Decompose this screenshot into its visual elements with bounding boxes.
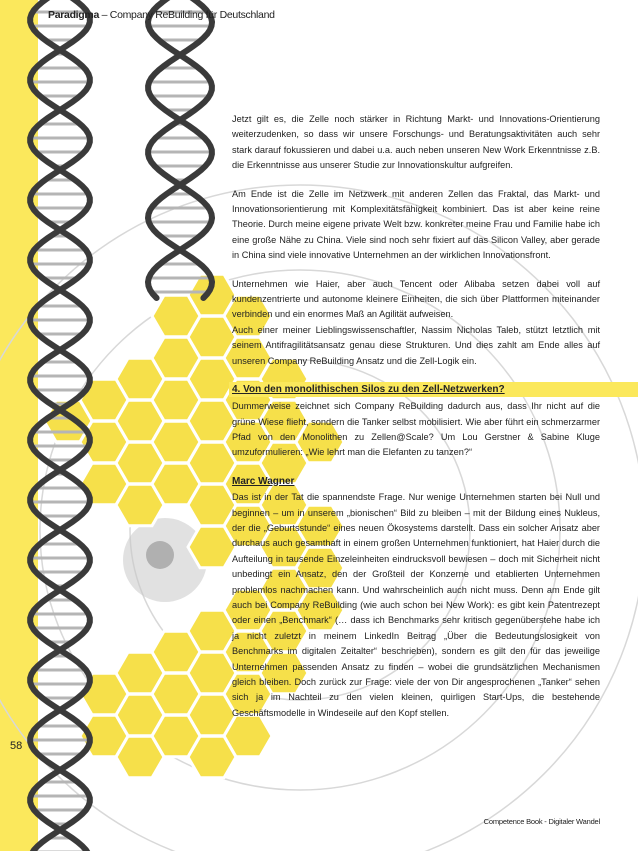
honeycomb-cell xyxy=(152,295,200,337)
section-heading-text: 4. Von den monolithischen Silos zu den Zell-Netzwerken? xyxy=(232,384,505,396)
dna-strand xyxy=(148,0,212,298)
honeycomb-cell xyxy=(188,526,236,568)
paragraph: Auch einer meiner Lieblingswissenschaftler, Nassim Nicholas Taleb, stützt letztlich mit seinem Antifragilitätsansatz genau diese Strukturen. Und dies zahlt am Ende alles auf unseren Company ReBuilding Ansatz und die Zell-Logik ein. xyxy=(232,324,600,366)
interview-question: Dummerweise zeichnet sich Company ReBuilding dadurch aus, dass Ihr nicht auf die grüne Wiese flieht, sondern die Tanker selbst mobilisiert. Wie aber führt ein schmerzarmer Pfad von den Monolithen zu Zellen@Scale? Um Lou Gerstner & Sabine Kluge umzuformulieren: „Wie lehrt man die Elefanten zu tanzen?“ xyxy=(232,401,600,458)
page-footer: Competence Book - Digitaler Wandel xyxy=(483,817,600,826)
interviewee-name: Marc Wagner xyxy=(232,475,295,487)
interview-answer: Das ist in der Tat die spannendste Frage. Nur wenige Unternehmen starten bei Null und beginnen – um in unserem „bionischen“ Bild zu bleiben – mit der Bildung eines Nukleus, der die „Geburtsstunde“ eines neuen Ökosystems darstellt. Dass ein solcher Ansatz aber durchaus auch gesamthaft in einem großen Unternehmen funktioniert, hat Haier durch die Aufteilung in tausende Einzeleinheiten eindrucksvoll bewiesen – doch mit Sicherheit nicht unbedingt ein Ansatz, den der Großteil der Konzerne und etablierten Unternehmen problemlos nachmachen kann. Und wahrscheinlich auch nicht muss. Denn am Ende gilt auch bei Company ReBuilding (wie auch schon bei New Work): es gibt kein Patentrezept oder einen „Benchmark“ (… dass ich Benchmarks sehr kritisch gegenüberstehe habe ich ja nicht zuletzt in meinem LinkedIn Beitrag „Über die Bedeutungslosigkeit von Benchmarks im digitalen Zeitalter“ beschrieben), sondern es gilt den für das jeweilige Unternehmen passenden Ansatz zu finden – wobei die grundsätzlichen Mechanismen gleich bleiben. Doch zurück zur Frage: viele der von Dir angesprochenen „Tanker“ sehen sich ja im Nachteil zu den vielen kleinen, quirligen Start-Ups, die bestehende Geschäftsmodelle in Windeseile auf den Kopf stellen. xyxy=(232,492,600,718)
honeycomb-cell xyxy=(152,715,200,757)
running-header xyxy=(48,9,275,21)
header-brand: Paradigma xyxy=(48,9,99,21)
page-number: 58 xyxy=(10,740,23,752)
paragraph: Jetzt gilt es, die Zelle noch stärker in Richtung Markt- und Innovations-Orientierung weiterzudenken, so dass wir unsere Forschungs- und Beratungsaktivitäten auch sehr stark darauf fokussieren und dabei u.a. auch neben unseren New Work Erkenntnisse z.B. die Erkenntnisse aus unserer Studie zur Innovationskultur aufgreifen. xyxy=(232,114,600,171)
paragraph: Am Ende ist die Zelle im Netzwerk mit anderen Zellen das Fraktal, das Markt- und Innovationsorientierung mit Komplexitätsfähigkeit kombiniert. Das ist aber keine reine Theorie. Durch meine eigene private Welt bzw. konkreter meine Frau und Familie habe ich eine große Nähe zu China. Viele sind noch sehr fixiert auf das Silicon Valley, aber gerade in China sind viele innovative Unternehmen an der wirklichen Innovationsfront. xyxy=(232,188,600,261)
article-body xyxy=(232,112,600,734)
section-heading xyxy=(232,382,600,397)
header-subtitle: Company ReBuilding für Deutschland xyxy=(109,9,275,21)
header-separator: – xyxy=(99,9,110,21)
paragraph: Unternehmen wie Haier, aber auch Tencent oder Alibaba setzen dabei voll auf kundenzentrierte und autonome kleinere Einheiten, die sich über Plattformen miteinander verbinden und ein enormes Maß an Agilität aufweisen. xyxy=(232,278,600,320)
gray-dot-small xyxy=(146,541,174,569)
